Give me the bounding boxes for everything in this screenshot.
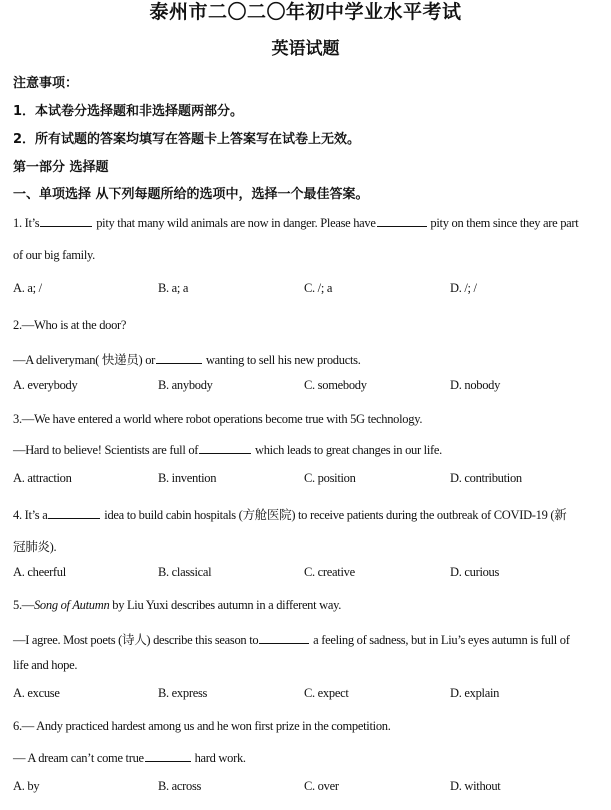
option-d: D. curious: [450, 565, 500, 579]
answer-blank: [156, 362, 202, 364]
option-c: C. /; a: [304, 281, 333, 295]
question-3-stem: 3.—We have entered a world where robot operations become true with 5G technology.: [13, 412, 423, 426]
option-a: A. everybody: [13, 378, 78, 392]
question-1-stem: 1. It’s pity that many wild animals are now in danger. Please have pity on them since they are part: [13, 216, 579, 230]
option-a: A. a; /: [13, 281, 42, 295]
question-5-stem: 5.—Song of Autumn by Liu Yuxi describes autumn in a different way.: [13, 598, 342, 612]
question-6-stem-cont: — A dream can’t come true hard work.: [13, 751, 246, 765]
option-c: C. over: [304, 779, 339, 793]
notice-item-1: 1．本试卷分选择题和非选择题两部分。: [13, 104, 244, 119]
option-d: D. contribution: [450, 471, 522, 485]
exam-subtitle: 英语试题: [271, 39, 340, 59]
option-d: D. without: [450, 779, 501, 793]
option-d: D. explain: [450, 686, 500, 700]
option-a: A. by: [13, 779, 40, 793]
question-5-stem-cont-2: life and hope.: [13, 658, 78, 672]
question-2-stem-cont: —A deliveryman( 快递员) or wanting to sell his new products.: [13, 353, 361, 367]
question-6-stem: 6.— Andy practiced hardest among us and he won first prize in the competition.: [13, 719, 391, 733]
answer-blank: [377, 225, 427, 227]
option-d: D. nobody: [450, 378, 501, 392]
poem-title: Song of Autumn: [33, 598, 110, 612]
option-b: B. invention: [158, 471, 217, 485]
option-c: C. position: [304, 471, 356, 485]
question-4-stem-cont: 冠肺炎).: [13, 540, 57, 554]
option-b: B. classical: [158, 565, 212, 579]
exam-title: 泰州市二〇二〇年初中学业水平考试: [149, 1, 462, 23]
question-2-stem: 2.—Who is at the door?: [13, 318, 127, 332]
option-b: B. across: [158, 779, 202, 793]
section-heading: 一、单项选择 从下列每题所给的选项中，选择一个最佳答案。: [13, 187, 369, 202]
option-d: D. /; /: [450, 281, 477, 295]
option-a: A. cheerful: [13, 565, 66, 579]
question-1-stem-cont: of our big family.: [13, 248, 95, 262]
option-b: B. anybody: [158, 378, 213, 392]
option-c: C. creative: [304, 565, 355, 579]
question-3-stem-cont: —Hard to believe! Scientists are full of which leads to great changes in our life.: [13, 443, 442, 457]
answer-blank: [48, 517, 100, 519]
notice-item-2: 2．所有试题的答案均填写在答题卡上答案写在试卷上无效。: [13, 132, 361, 147]
option-a: A. attraction: [13, 471, 72, 485]
option-a: A. excuse: [13, 686, 60, 700]
question-5-stem-cont: —I agree. Most poets (诗人) describe this season to a feeling of sadness, but in Liu’s eyes autumn is full of: [13, 633, 570, 647]
option-c: C. expect: [304, 686, 349, 700]
option-b: B. a; a: [158, 281, 189, 295]
notice-heading: 注意事项：: [13, 76, 79, 91]
answer-blank: [259, 642, 309, 644]
option-b: B. express: [158, 686, 208, 700]
answer-blank: [199, 452, 251, 454]
option-c: C. somebody: [304, 378, 367, 392]
question-4-stem: 4. It’s a idea to build cabin hospitals (方舱医院) to receive patients during the outbreak of COVID-19 (新: [13, 508, 567, 522]
part-title: 第一部分 选择题: [13, 160, 109, 175]
answer-blank: [145, 760, 191, 762]
answer-blank: [40, 225, 92, 227]
